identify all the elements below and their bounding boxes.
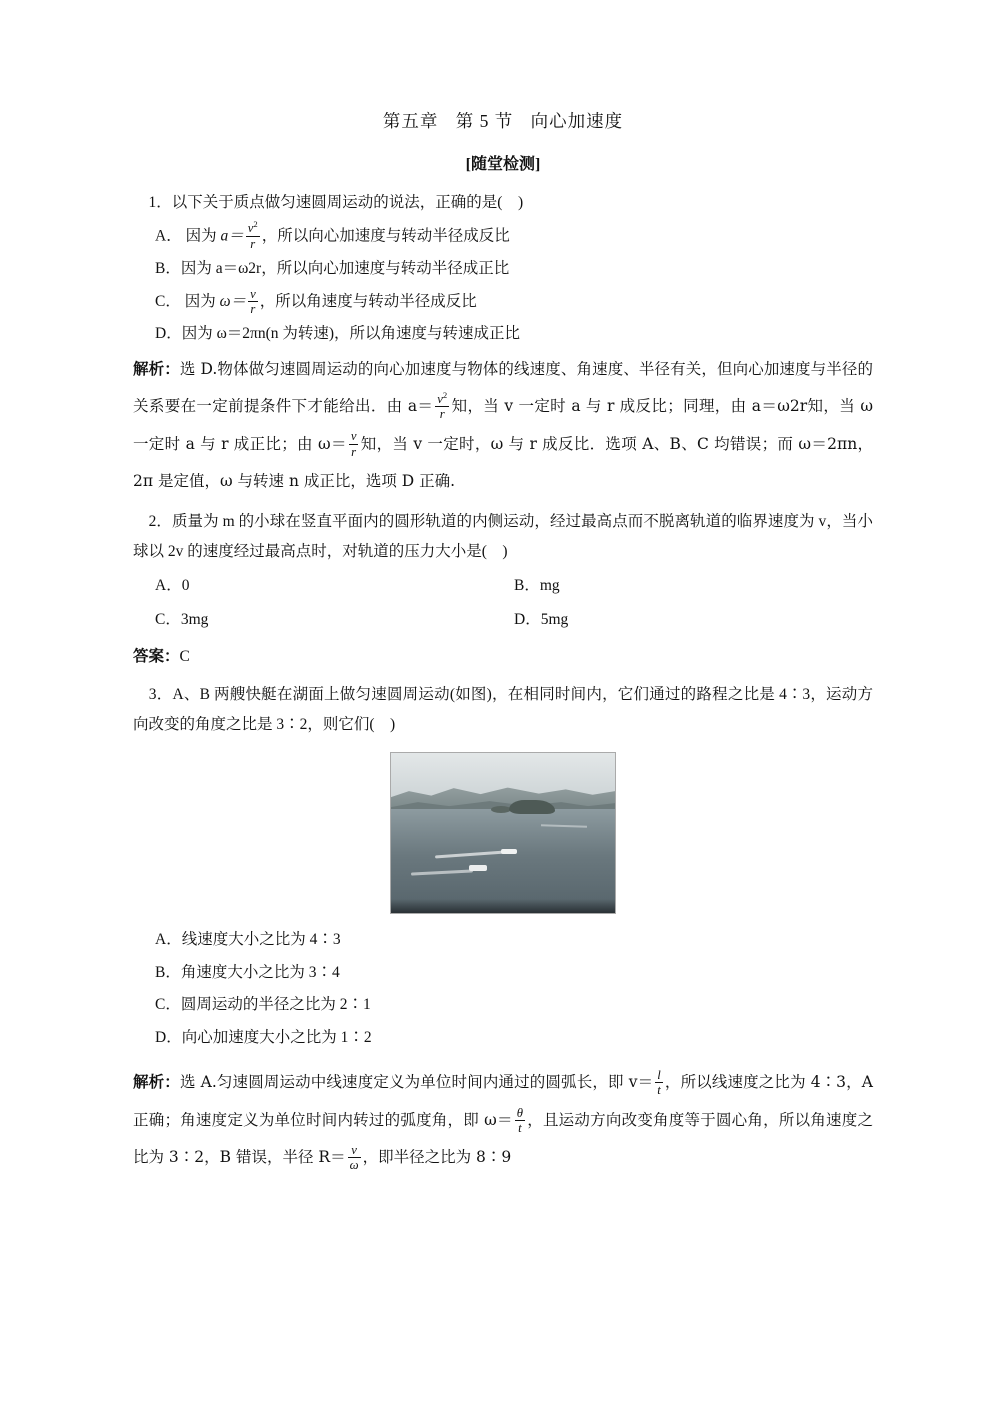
question-3-option-a	[155, 924, 873, 957]
page-title	[133, 108, 873, 133]
explanation-part-1: 选 A.匀速圆周运动中线速度定义为单位时间内通过的圆弧长，即 v＝	[179, 1073, 654, 1092]
question-1-option-c	[155, 286, 873, 319]
explanation-label: 解析：	[133, 360, 180, 378]
question-3-text: A、B 两艘快艇在湖面上做匀速圆周运动(如图)，在相同时间内，它们通过的路程之比是 4∶3，运动方向改变的角度之比是 3∶2，则它们( )	[133, 685, 873, 733]
question-1-explanation	[133, 351, 873, 501]
question-1-option-a	[155, 220, 873, 253]
question-2-number: 2．	[148, 512, 172, 530]
photo-speedboat-b	[469, 865, 487, 871]
option-d-key: D．	[155, 325, 182, 343]
lake-speedboats-photo	[390, 752, 616, 914]
fraction-numerator: v	[250, 286, 256, 301]
question-2-options-row-1	[155, 569, 873, 603]
explanation-part-2: ，所以线速度之比为 4∶3，A 正确；角速度定义为单位时间内转过的弧度角，即 ω＝	[133, 1073, 873, 1129]
document-content	[133, 108, 873, 1177]
question-2-option-a: A．0	[155, 577, 190, 594]
explanation-part-4: ，即半径之比为 8∶9	[362, 1148, 512, 1167]
fraction-numerator: v	[348, 1143, 361, 1158]
option-a-key: A．	[155, 227, 182, 245]
option-c-formula: ω＝	[219, 292, 247, 310]
question-1-stem	[133, 188, 873, 218]
option-a-formula: a＝	[220, 227, 244, 245]
question-2-text: 质量为 m 的小球在竖直平面内的圆形轨道的内侧运动，经过最高点而不脱离轨道的临界速度为 v，当小球以 2v 的速度经过最高点时，对轨道的压力大小是( )	[133, 512, 873, 560]
photo-foreground-shadow	[391, 899, 615, 913]
option-c-key: C．	[155, 292, 181, 310]
option-c-key: C．	[155, 996, 181, 1014]
title-section: 第 5 节	[455, 111, 514, 131]
fraction-v-over-omega	[348, 1143, 361, 1172]
photo-speedboat-a	[501, 849, 517, 854]
question-3-number: 3．	[148, 685, 173, 703]
question-3-stem	[133, 680, 873, 740]
fraction-denominator: t	[657, 1083, 661, 1098]
photo-island	[509, 800, 555, 814]
explanation-part-3: 知，当 v 一定时，ω 与 r 成反比．选项 A、B、C 均错误；而 ω＝2πn，2π 是定值，ω 与转速 n 成正比，选项 D 正确.	[133, 434, 873, 491]
fraction-v-over-r-explain: $\frac{v}{r}$	[350, 429, 357, 459]
option-c-text: 圆周运动的半径之比为 2∶1	[180, 996, 371, 1014]
section-label: [随堂检测]	[465, 156, 541, 173]
question-2-options-row-2	[155, 603, 873, 637]
title-topic: 向心加速度	[530, 111, 624, 131]
title-chapter: 第五章	[382, 111, 439, 131]
fraction-l-over-t	[655, 1068, 663, 1097]
question-2-answer	[133, 641, 873, 674]
fraction-denominator: r	[250, 301, 256, 316]
option-a-key: A．	[155, 931, 182, 949]
question-2-option-d: D．5mg	[514, 611, 569, 629]
fraction-denominator: ω	[349, 1158, 359, 1173]
question-3-option-d	[155, 1022, 873, 1055]
option-a-post: ，所以向心加速度与转动半径成反比	[261, 227, 510, 245]
question-2-option-c: C．3mg	[155, 611, 209, 629]
option-d-text: 因为 ω＝2πn(n 为转速)，所以角速度与转速成正比	[181, 325, 521, 343]
fraction-denominator: t	[518, 1120, 522, 1135]
option-b-key: B．	[155, 260, 181, 278]
explanation-part-1: 选 D.物体做匀速圆周运动的向心加速度与物体的线速度、角速度、半径有关，但向心加速度与半径的关系要在一定前提条件下才能给出．由 a＝	[133, 359, 873, 416]
explanation-label: 解析：	[133, 1074, 180, 1092]
option-a-text: 线速度大小之比为 4∶3	[181, 931, 341, 949]
fraction-v-over-r	[248, 287, 258, 316]
question-2-stem	[133, 507, 873, 567]
answer-value: C	[179, 648, 190, 666]
question-3-explanation	[133, 1064, 873, 1176]
fraction-numerator: θ	[516, 1105, 523, 1120]
option-c-pre: 因为	[184, 292, 216, 310]
fraction-v2-over-r-explain: $\frac{v^2}{r}$	[437, 389, 448, 422]
option-d-key: D．	[155, 1028, 182, 1046]
question-1-text: 以下关于质点做匀速圆周运动的说法，正确的是( )	[171, 194, 524, 211]
question-1-number: 1．	[148, 194, 172, 211]
question-3-option-b	[155, 957, 873, 990]
option-b-text: 角速度大小之比为 3∶4	[180, 963, 340, 981]
question-1-option-d	[155, 318, 873, 351]
option-b-key: B．	[155, 963, 181, 981]
fraction-numerator: l	[657, 1068, 661, 1083]
question-3-option-c	[155, 989, 873, 1022]
fraction-numerator: v	[247, 221, 254, 236]
answer-label: 答案：	[133, 648, 180, 666]
question-1-option-b	[155, 253, 873, 286]
option-b-text: 因为 a＝ω2r，所以向心加速度与转动半径成正比	[180, 260, 510, 278]
fraction-denominator: r	[250, 236, 256, 251]
option-d-text: 向心加速度大小之比为 1∶2	[181, 1028, 372, 1046]
option-a-pre: 因为	[185, 227, 217, 245]
fraction-v2-over-r: $\frac{v^2}{r}$	[247, 219, 258, 251]
option-c-post: ，所以角速度与转动半径成反比	[259, 292, 477, 310]
explanation-part-3: ，且运动方向改变角度等于圆心角，所以角速度之比为 3∶2，B 错误，半径 R＝	[133, 1110, 873, 1167]
question-2-option-b: B．mg	[514, 577, 560, 594]
fraction-theta-over-t	[515, 1106, 525, 1135]
explanation-part-2: 知，当 v 一定时 a 与 r 成反比；同理，由 a＝ω2r知，当 ω 一定时 a 与 r 成正比；由 ω＝	[133, 397, 873, 453]
